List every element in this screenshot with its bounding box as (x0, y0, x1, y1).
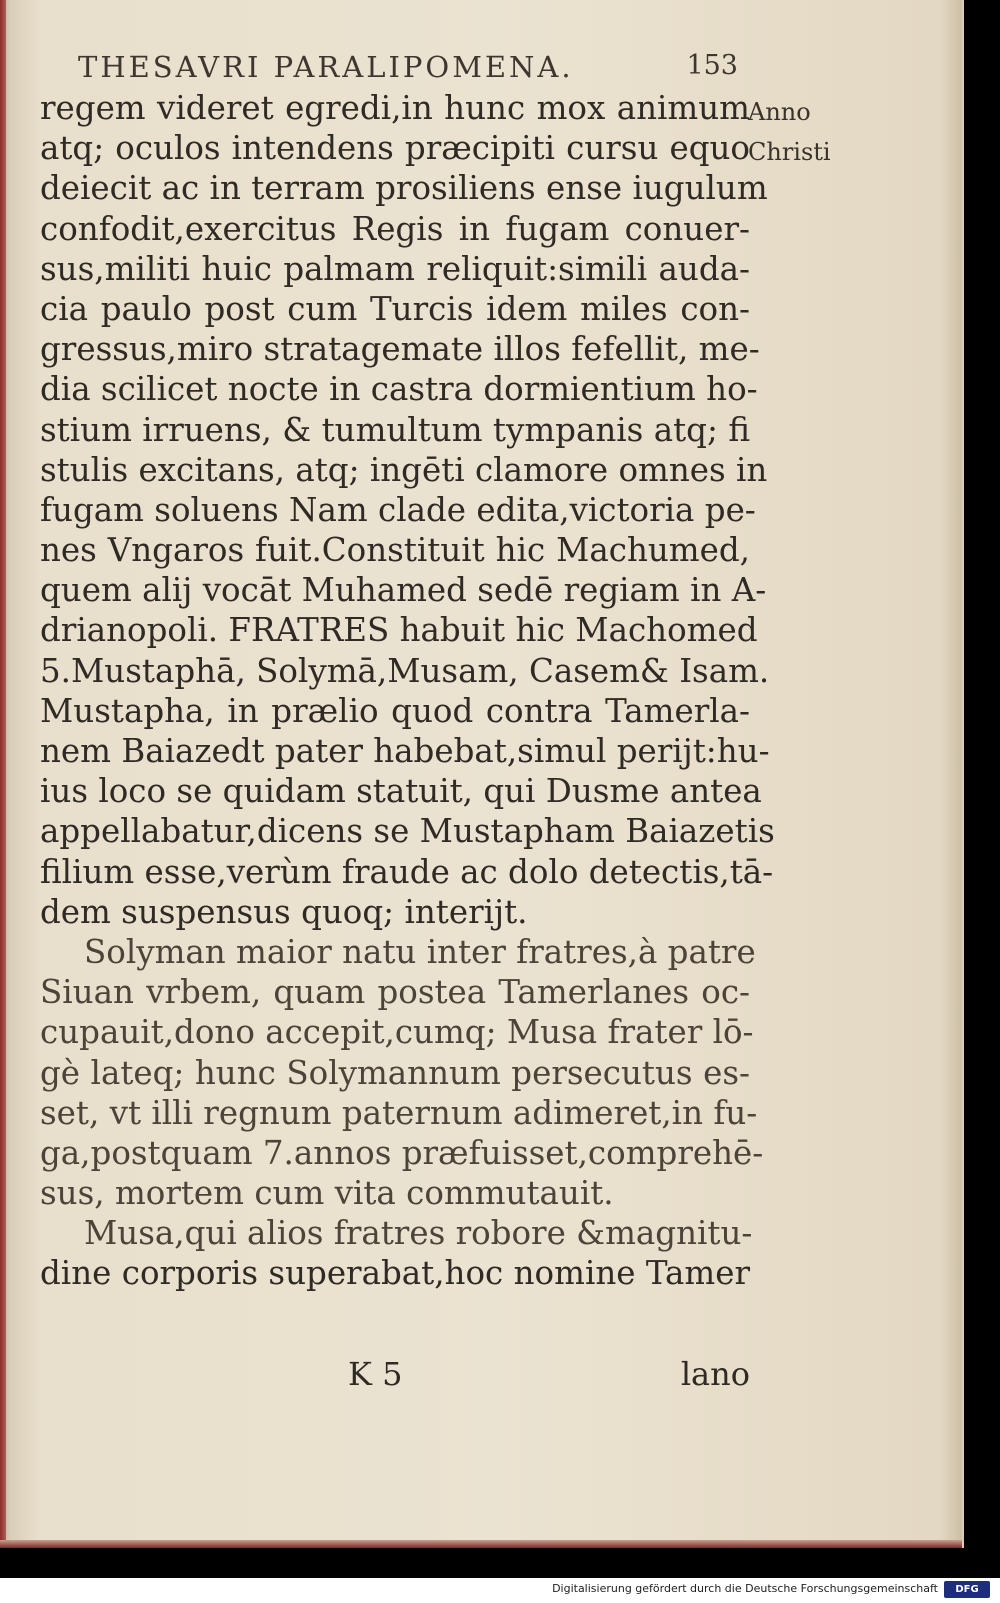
text-line: dem suspensus quoq; interijt. (40, 892, 528, 931)
page-binding-edge (0, 0, 6, 1548)
margin-note-line: Anno (748, 98, 811, 126)
text-line: cupauit,dono accepit,cumq; Musa frater lō- (40, 1013, 754, 1052)
running-head-title: THESAVRI PARALIPOMENA. (78, 50, 574, 84)
text-line: cia paulo post cum Turcis idem miles con- (40, 289, 750, 328)
text-line: ius loco se quidam statuit, qui Dusme antea (40, 772, 762, 811)
page-bottom-edge (0, 1540, 962, 1548)
text-line: 5.Mustaphā, Solymā,Musam, Casem& Isam. (40, 651, 770, 690)
text-line: quem alij vocāt Muhamed sedē regiam in A- (40, 571, 767, 610)
margin-note-line: Christi (748, 138, 831, 166)
catchword: lano (680, 1355, 750, 1393)
text-line: ga,postquam 7.annos præfuisset,comprehē- (40, 1133, 764, 1172)
text-line: Mustapha, in prælio quod contra Tamerla- (40, 691, 750, 730)
text-line: dia scilicet nocte in castra dormientium ho- (40, 370, 758, 409)
text-line: appellabatur,dicens se Mustapham Baiazetis (40, 812, 775, 851)
text-line: deiecit ac in terram prosiliens ense iugulum (40, 169, 768, 208)
text-line: regem videret egredi,in hunc mox animum (40, 89, 750, 127)
footer-bar (0, 1578, 1000, 1603)
text-line: sus, mortem cum vita commutauit. (40, 1174, 614, 1213)
text-line: gressus,miro stratagemate illos fefellit, me- (40, 330, 760, 369)
text-line: atq; oculos intendens præcipiti cursu equo (40, 129, 750, 168)
funding-credit: Digitalisierung gefördert durch die Deutsche Forschungsgemeinschaft (552, 1582, 938, 1595)
text-line: gè lateq; hunc Solymannum persecutus es- (40, 1053, 750, 1092)
text-line: Musa,qui alios fratres robore &magnitu- (84, 1214, 753, 1253)
text-line: nes Vngaros fuit.Constituit hic Machumed, (40, 531, 750, 570)
text-line: drianopoli. FRATRES habuit hic Machomed (40, 611, 758, 650)
text-line: fugam soluens Nam clade edita,victoria pe- (40, 490, 756, 529)
text-line: Siuan vrbem, quam postea Tamerlanes oc- (40, 973, 750, 1012)
signature-mark: K 5 (348, 1355, 403, 1393)
text-line: sus,militi huic palmam reliquit:simili auda- (40, 249, 750, 288)
text-line: filium esse,verùm fraude ac dolo detectis,tā- (40, 852, 774, 891)
text-line: Solyman maior natu inter fratres,à patre (84, 932, 756, 971)
running-head (78, 50, 738, 90)
text-line: nem Baiazedt pater habebat,simul perijt:hu- (40, 732, 770, 770)
margin-note (748, 92, 858, 172)
page-number: 153 (686, 50, 738, 81)
signature-line (40, 1355, 750, 1395)
text-line: set, vt illi regnum paternum adimeret,in fu- (40, 1093, 758, 1132)
text-line: dine corporis superabat,hoc nomine Tamer (40, 1254, 750, 1293)
text-line: stulis excitans, atq; ingēti clamore omnes in (40, 450, 768, 489)
text-line: stium irruens, & tumultum tympanis atq; fi (40, 410, 750, 449)
body-text (40, 88, 775, 1294)
text-line: confodit,exercitus Regis in fugam conuer- (40, 209, 750, 248)
dfg-logo-icon: DFG (944, 1581, 990, 1598)
